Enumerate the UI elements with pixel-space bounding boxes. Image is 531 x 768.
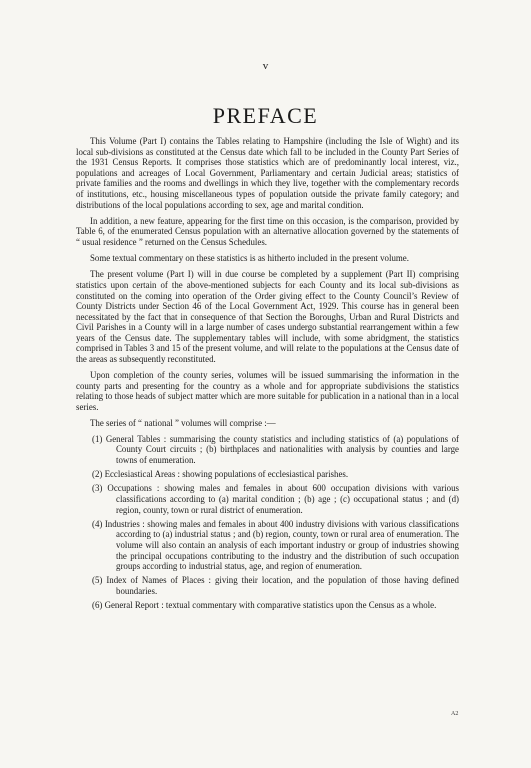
series-intro: The series of “ national ” volumes will comprise :—	[90, 418, 276, 429]
paragraph: In addition, a new feature, appearing for the first time on this occasion, is the comparison, provided by Table 6, of the enumerated Census population with an alternative allocation governed by the statements of “ usual residence ” returned on the Census Schedules.	[76, 215, 459, 247]
list-item: (2) Ecclesiastical Areas : showing populations of ecclesiastical parishes.	[92, 469, 349, 480]
paragraph: Some textual commentary on these statistics is as hitherto included in the present volume.	[90, 253, 409, 264]
paragraph: Upon completion of the county series, volumes will be issued summarising the information in the county parts and presenting for the country as a whole and for appropriate subdivisions the statistics relating to those heads of subject matter which are more suitable for publication in a national than in a local series.	[76, 370, 459, 413]
preface-body	[76, 136, 459, 614]
signature-mark: A2	[451, 711, 459, 717]
list-item: (1) General Tables : summarising the county statistics and including statistics of (a) populations of County Court circuits ; (b) birthplaces and nationalities with analysis by counties and large towns of enumeration.	[92, 433, 459, 465]
list-item: (5) Index of Names of Places : giving their location, and the population of those having defined boundaries.	[92, 575, 459, 596]
list-item: (4) Industries : showing males and females in about 400 industry divisions with various classifications according to (a) industrial status ; and (b) region, county, town or rural area of enumeration. The volume will also contain an analysis of each important industry or group of industries showing the principal occupations contributing to the industry and the distribution of such occupation groups according to industrial status, age, and region of enumeration.	[92, 518, 459, 572]
paragraph: The present volume (Part I) will in due course be completed by a supplement (Part II) comprising statistics upon certain of the above-mentioned subjects for each County and its local sub-divisions as constituted on the coming into operation of the Order giving effect to the County Council’s Review of County Districts under Section 46 of the Local Government Act, 1929. This course has in general been necessitated by the fact that in consequence of that Section the Boroughs, Urban and Rural Districts and Civil Parishes in a County will in a large number of cases undergo substantial rearrangement within a few years of the Census date. The supplementary tables will include, with some abridgment, the statistics comprised in Tables 3 and 15 of the present volume, and will relate to the populations at the Census date of the areas as subsequently reconstituted.	[76, 269, 459, 365]
page-title: PREFACE	[212, 103, 319, 128]
national-volumes-list	[76, 434, 459, 611]
paragraph: This Volume (Part I) contains the Tables relating to Hampshire (including the Isle of Wight) and its local sub-divisions as constituted at the Census date which fall to be included in the County Part Series of the 1931 Census Reports. It comprises those statistics which are of predominantly local interest, viz., populations and acreages of Local Government, Parliamentary and certain Judicial areas; statistics of private families and the rooms and dwellings in which they live, together with the complementary records of institutions, etc., housing miscellaneous types of population outside the private family category; and distributions of the local populations according to sex, age and marital condition.	[76, 136, 459, 210]
page-number: v	[262, 60, 269, 72]
list-item: (3) Occupations : showing males and females in about 600 occupation divisions with various classifications according to (a) marital condition ; (b) age ; (c) occupational status ; and (d) region, county, town or rural district of enumeration.	[92, 483, 459, 515]
list-item: (6) General Report : textual commentary with comparative statistics upon the Census as a whole.	[92, 600, 437, 611]
